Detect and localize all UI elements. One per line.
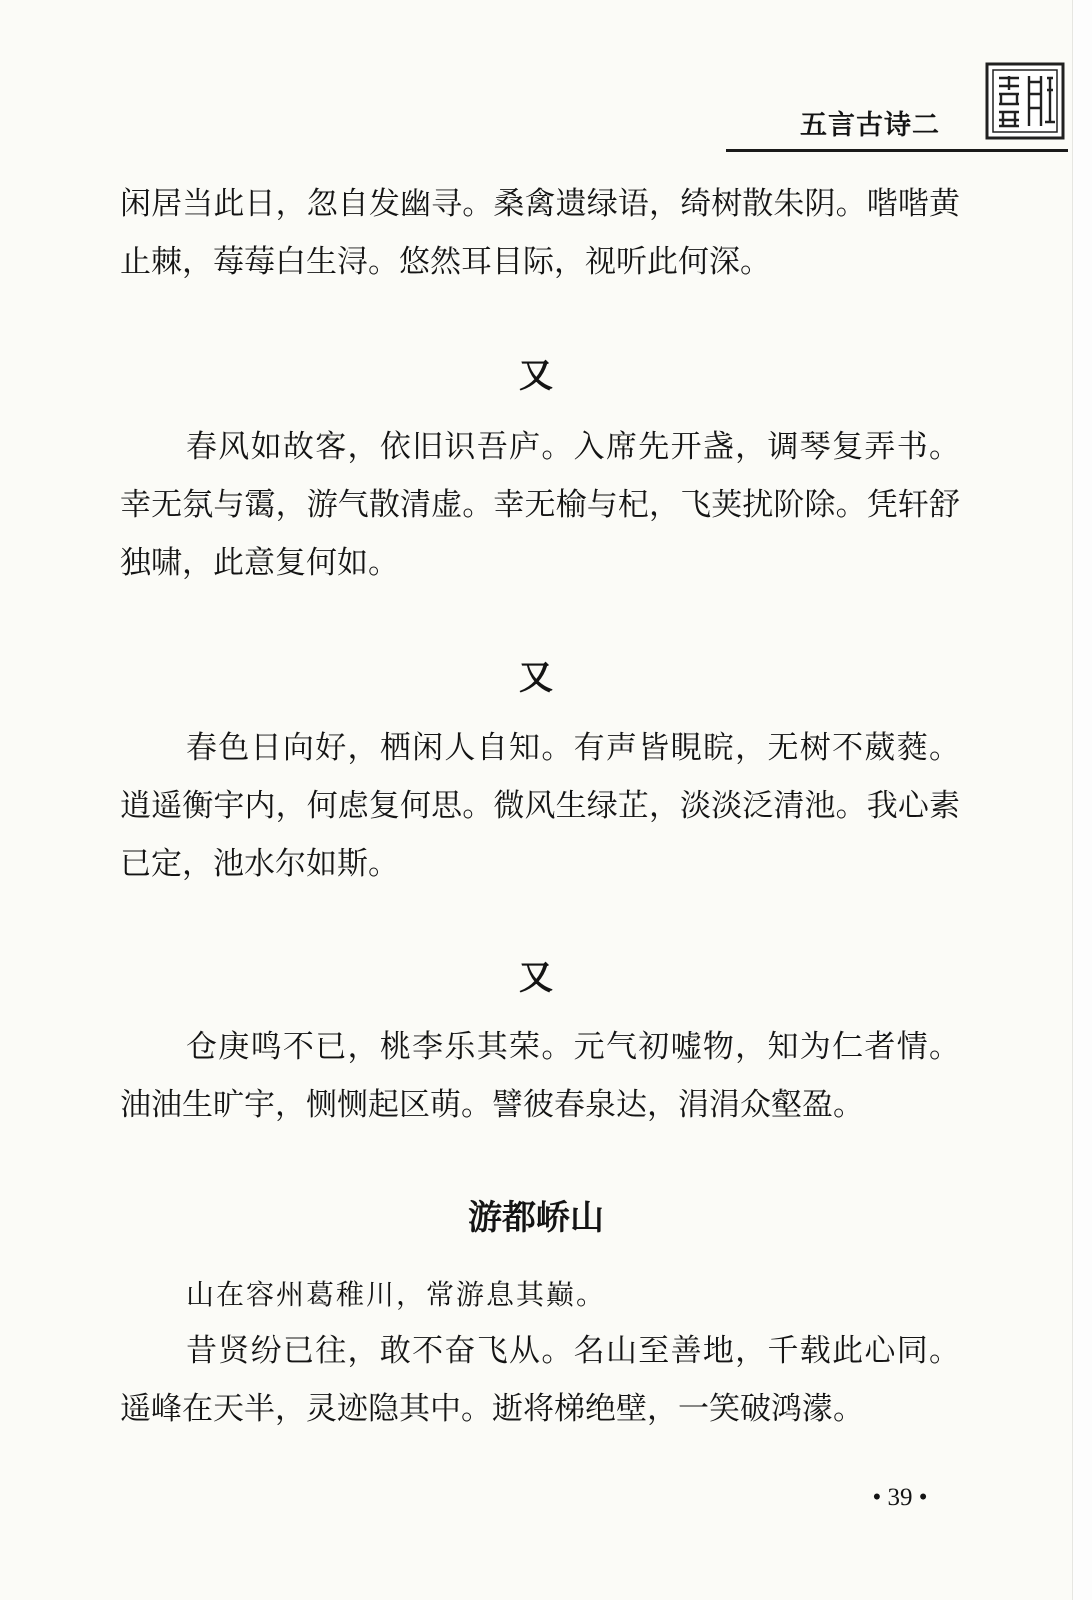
poem-2-title: 又 xyxy=(519,356,553,396)
seal-emblem xyxy=(985,62,1065,140)
seal-graphic xyxy=(985,62,1065,140)
poem-1-text: 闲居当此日，忽自发幽寻。桑禽遗绿语，绮树散朱阴。喈喈黄止棘，莓莓白生浔。悠然耳目际，视听此何深。 xyxy=(120,186,960,280)
scan-edge xyxy=(1072,0,1092,1600)
poem-5-note: 山在容州葛稚川，常游息其巅。 xyxy=(186,1278,607,1311)
poem-2-text: 春风如故客，依旧识吾庐。入席先开盏，调琴复弄书。幸无氛与霭，游气散清虚。幸无榆与杞，飞荚扰阶除。凭轩舒独啸，此意复何如。 xyxy=(120,429,960,581)
poem-4-text: 仓庚鸣不已，桃李乐其荣。元气初嘘物，知为仁者情。油油生旷宇，恻恻起区萌。譬彼春泉达，涓涓众壑盈。 xyxy=(120,1029,960,1123)
header-rule xyxy=(726,149,1068,152)
running-head-title: 五言古诗二 xyxy=(800,110,940,141)
poem-5-title: 游都峤山 xyxy=(468,1198,604,1238)
poem-3-title: 又 xyxy=(519,658,553,698)
poem-5-text: 昔贤纷已往，敢不奋飞从。名山至善地，千载此心同。遥峰在天半，灵迹隐其中。逝将梯绝壁，一笑破鸿濛。 xyxy=(120,1333,960,1427)
page-number: • 39 • xyxy=(872,1484,928,1511)
poem-4-title: 又 xyxy=(519,958,553,998)
poem-3-text: 春色日向好，栖闲人自知。有声皆睍睆，无树不葳蕤。逍遥衡宇内，何虑复何思。微风生绿芷，淡淡泛清池。我心素已定，池水尔如斯。 xyxy=(120,730,960,882)
